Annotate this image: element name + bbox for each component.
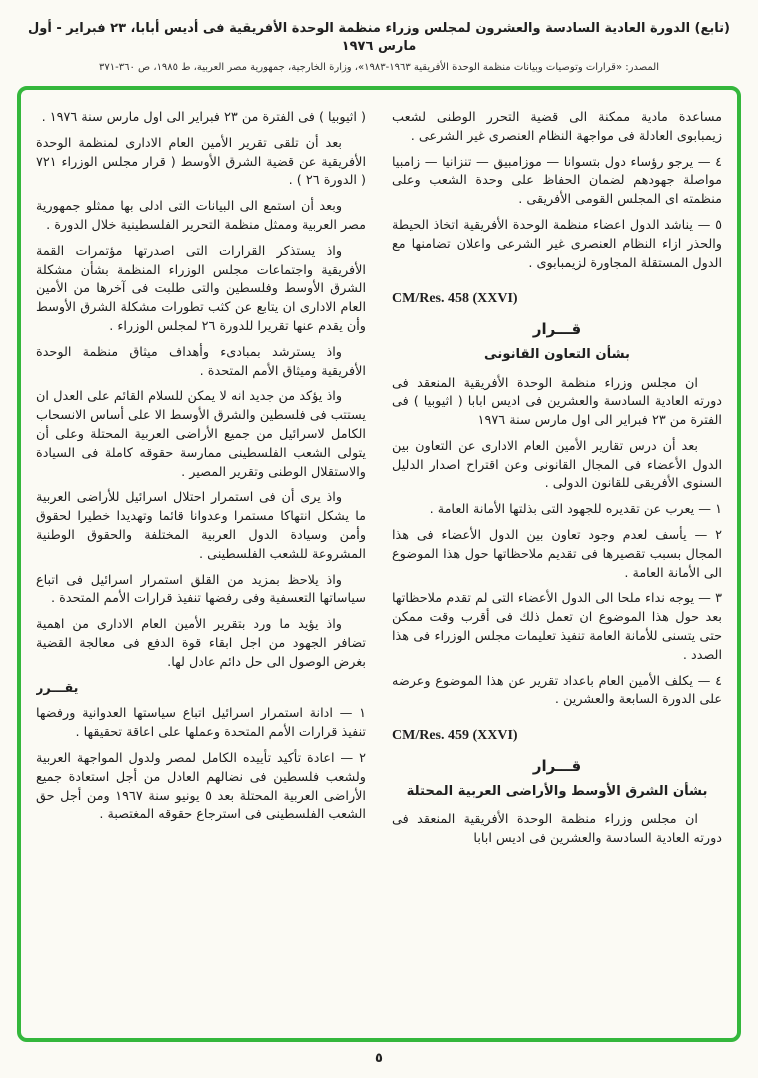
- session-title: (تابع) الدورة العادية السادسة والعشرون لمجلس وزراء منظمة الوحدة الأفريقية فى أديس أبابا، ٢٣ فبراير - أول مارس ١٩٧٦: [28, 21, 730, 54]
- column-right: [392, 102, 722, 1026]
- resolution-subject: بشأن التعاون القانونى: [484, 347, 630, 363]
- paragraph: ان مجلس وزراء منظمة الوحدة الأفريقية المنعقد فى دورته العادية السادسة والعشرين فى اديس ابابا ( اثيوبيا ) فى الفترة من ٢٣ فبراير الى اول مارس سنة ١٩٧٦: [392, 375, 722, 429]
- numbered-clause: ٢ — اعادة تأكيد تأييده الكامل لمصر ولدول المواجهة العربية ولشعب فلسطين فى نضالهم العادل من أجل استعادة جميع الأراضى العربية المحتلة بعد ٥ يونيو سنة ١٩٦٧ ومن أجل حق الشعب الفلسطينى فى استرجاع حقوقه المغتصبة .: [36, 751, 366, 823]
- resolution-code: CM/Res. 458 (XXVI): [392, 291, 518, 307]
- paragraph: واذ يؤكد من جديد انه لا يمكن للسلام القائم على العدل ان يستتب فى فلسطين والشرق الأوسط الا على أساس الانسحاب الكامل لاسرائيل من جميع الأراضى العربية المحتلة وعلى أن يتولى الشعب الفلسطينى ممارسة حقوقه كاملة فى السيادة والاستقلال الوطنى وتقرير المصير .: [36, 389, 366, 480]
- decides-label: يقـــرر: [36, 680, 79, 696]
- numbered-clause: ٣ — يوجه نداء ملحا الى الدول الأعضاء التى لم تقدم ملاحظاتها بعد حول هذا الموضوع ان تعمل ذلك فى أقرب وقت ممكن حتى يتسنى للأمانة العامة تنفيذ تعليمات مجلس الوزراء فى هذا الصدد .: [392, 591, 722, 663]
- source-citation: المصدر: «قرارات وتوصيات وبيانات منظمة الوحدة الأفريقية ١٩٦٣-١٩٨٣»، وزارة الخارجية، جمهورية مصر العربية، ط ١٩٨٥، ص ٣٦٠-٣٧١: [99, 62, 659, 74]
- numbered-clause: ٢ — يأسف لعدم وجود تعاون بين الدول الأعضاء فى هذا المجال بسبب تقصيرها فى تقديم ملاحظاتها حول هذا الموضوع الى الأمانة العامة .: [392, 528, 722, 581]
- paragraph: واذ يرى أن فى استمرار احتلال اسرائيل للأراضى العربية ما يشكل انتهاكا مستمرا وعدوانا قائما وتهديدا خطيرا لحقوق وأمن وسيادة الدول العربية المختلفة والحقوق الوطنية المشروعة للشعب الفلسطينى .: [36, 490, 366, 562]
- paragraph-continuation: ( اثيوبيا ) فى الفترة من ٢٣ فبراير الى اول مارس سنة ١٩٧٦ .: [41, 110, 366, 126]
- paragraph: واذ يستذكر القرارات التى اصدرتها مؤتمرات القمة الأفريقية واجتماعات مجلس الوزراء المنظمة بشأن مشكلة الشرق الأوسط وفلسطين والتى طلبت فى آخرها من الأمين العام الادارى ان يتابع عن كثب تطورات مشكلة الشرق الأوسط وأن يقدم عنها تقريرا للدورة ٢٦ لمجلس الوزراء .: [36, 243, 366, 335]
- paragraph: بعد أن درس تقارير الأمين العام الادارى عن التعاون بين الدول الأعضاء فى المجال القانونى وعن اقتراح اصدار الدليل السنوى الأفريقى للقانون الدولى .: [392, 438, 722, 492]
- column-left: [36, 102, 366, 1026]
- numbered-clause: ١ — يعرب عن تقديره للجهود التى بذلتها الأمانة العامة .: [429, 502, 722, 518]
- paragraph: وبعد أن استمع الى البيانات التى ادلى بها ممثلو جمهورية مصر العربية وممثل منظمة التحرير الفلسطينية خلال الدورة .: [36, 199, 366, 234]
- page-footer: [0, 1051, 758, 1066]
- resolution-title: قـــرار: [532, 320, 582, 339]
- numbered-clause: ٤ — يكلف الأمين العام باعداد تقرير عن هذا الموضوع وعرضه على الدورة السابعة والعشرين .: [392, 673, 722, 708]
- page-number: ٥: [375, 1051, 383, 1067]
- page-header: [0, 20, 758, 73]
- numbered-clause: ٤ — يرجو رؤساء دول بتسوانا — موزامبيق — تنزانيا — زامبيا مواصلة جهودهم لضمان الحفاظ على وحدة الشعب وعلى منظمته اى المجلس القومى الأفريقى .: [392, 154, 722, 208]
- resolution-code: CM/Res. 459 (XXVI): [392, 728, 518, 744]
- paragraph: بعد أن تلقى تقرير الأمين العام الادارى لمنظمة الوحدة الأفريقية عن قضية الشرق الأوسط ( قرار مجلس الوزراء ٧٢١ ( الدورة ٢٦ ) .: [36, 135, 366, 189]
- paragraph: واذ يسترشد بمبادىء وأهداف ميثاق منظمة الوحدة الأفريقية وميثاق الأمم المتحدة .: [36, 344, 366, 379]
- resolution-subject: بشأن الشرق الأوسط والأراضى العربية المحتلة: [406, 783, 708, 799]
- paragraph: واذ يلاحظ بمزيد من القلق استمرار اسرائيل فى اتباع سياساتها التعسفية وفى رفضها تنفيذ قرارات الأمم المتحدة .: [36, 572, 366, 607]
- numbered-clause: ٥ — يناشد الدول اعضاء منظمة الوحدة الأفريقية اتخاذ الحيطة والحذر ازاء النظام العنصرى غير الشرعى واعلان تضامنها مع الدول المستقلة المجاورة لزيمبابوى .: [392, 218, 722, 271]
- paragraph: ان مجلس وزراء منظمة الوحدة الأفريقية المنعقد فى دورته العادية السادسة والعشرين فى اديس ابابا: [392, 812, 722, 847]
- resolution-title: قـــرار: [532, 756, 582, 775]
- numbered-clause: ١ — ادانة استمرار اسرائيل اتباع سياستها العدوانية ورفضها تنفيذ قرارات الأمم المتحدة وعملها على اعاقة تحقيقها .: [36, 706, 366, 741]
- green-border-frame: [17, 86, 741, 1042]
- paragraph: واذ يؤيد ما ورد بتقرير الأمين العام الادارى من اهمية تضافر الجهود من اجل ابقاء قوة الدفع فى معالجة القضية بغرض الوصول الى حل دائم عادل لها.: [36, 617, 366, 670]
- paragraph-continuation: مساعدة مادية ممكنة الى قضية التحرر الوطنى لشعب زيمبابوى العادلة فى مواجهة النظام العنصرى غير الشرعى .: [392, 110, 722, 144]
- text-columns: [36, 102, 722, 1026]
